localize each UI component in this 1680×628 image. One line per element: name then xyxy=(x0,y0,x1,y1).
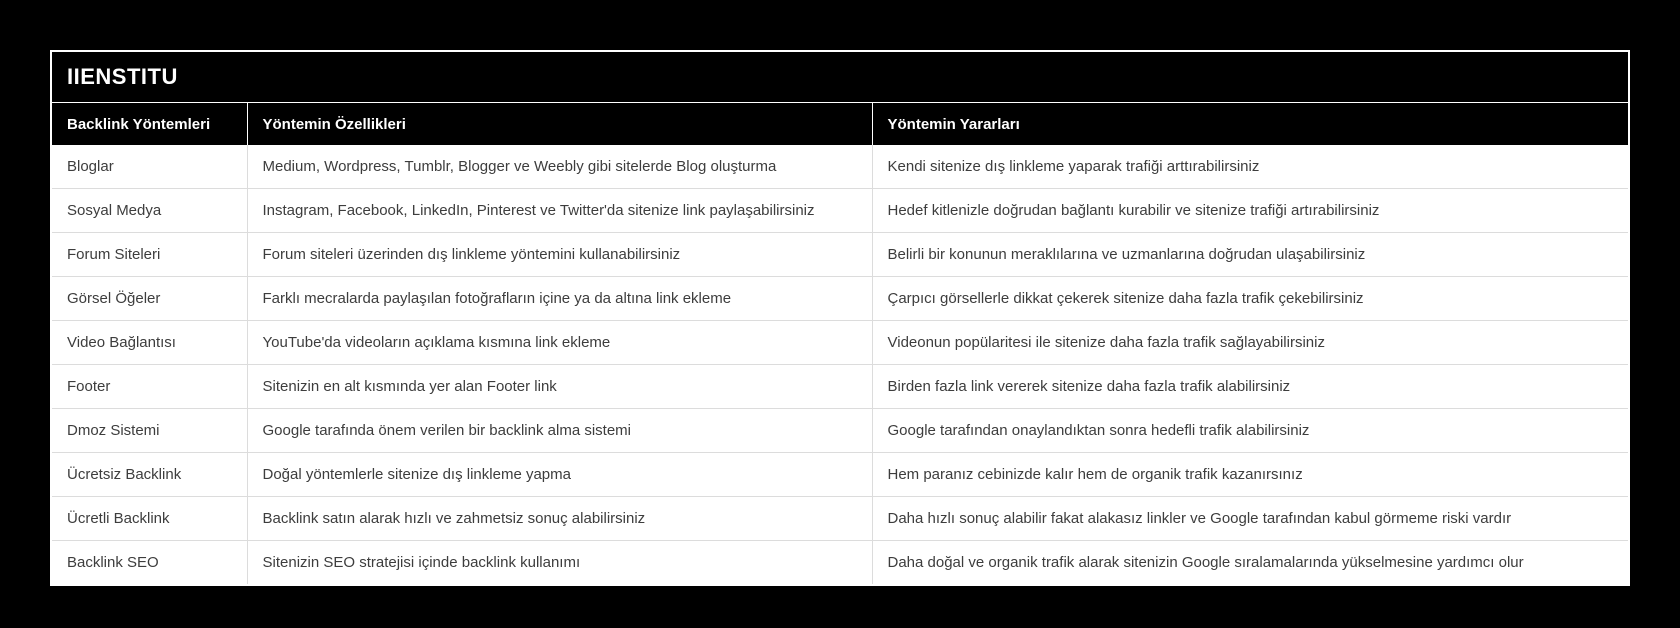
cell-benefits: Çarpıcı görsellerle dikkat çekerek sitenize daha fazla trafik çekebilirsiniz xyxy=(872,277,1628,321)
cell-method: Görsel Öğeler xyxy=(52,277,247,321)
cell-benefits: Hem paranız cebinizde kalır hem de organik trafik kazanırsınız xyxy=(872,453,1628,497)
table-row xyxy=(52,409,1628,453)
cell-benefits: Hedef kitlenizle doğrudan bağlantı kurabilir ve sitenize trafiği artırabilirsiniz xyxy=(872,189,1628,233)
cell-method: Video Bağlantısı xyxy=(52,321,247,365)
cell-features: Google tarafında önem verilen bir backlink alma sistemi xyxy=(247,409,872,453)
table-row xyxy=(52,189,1628,233)
cell-benefits: Daha doğal ve organik trafik alarak sitenizin Google sıralamalarında yükselmesine yardımcı olur xyxy=(872,541,1628,585)
cell-features: Doğal yöntemlerle sitenize dış linkleme yapma xyxy=(247,453,872,497)
header-row xyxy=(52,103,1628,145)
cell-features: Backlink satın alarak hızlı ve zahmetsiz sonuç alabilirsiniz xyxy=(247,497,872,541)
cell-method: Backlink SEO xyxy=(52,541,247,585)
table-row xyxy=(52,497,1628,541)
table-header xyxy=(52,103,1628,145)
cell-method: Ücretli Backlink xyxy=(52,497,247,541)
cell-features: Farklı mecralarda paylaşılan fotoğrafların içine ya da altına link ekleme xyxy=(247,277,872,321)
cell-features: YouTube'da videoların açıklama kısmına link ekleme xyxy=(247,321,872,365)
cell-benefits: Google tarafından onaylandıktan sonra hedefli trafik alabilirsiniz xyxy=(872,409,1628,453)
backlink-table xyxy=(52,103,1628,584)
table-row xyxy=(52,453,1628,497)
cell-method: Sosyal Medya xyxy=(52,189,247,233)
column-header-yontemin-ozellikleri: Yöntemin Özellikleri xyxy=(247,103,872,145)
cell-method: Dmoz Sistemi xyxy=(52,409,247,453)
cell-features: Forum siteleri üzerinden dış linkleme yöntemini kullanabilirsiniz xyxy=(247,233,872,277)
cell-benefits: Belirli bir konunun meraklılarına ve uzmanlarına doğrudan ulaşabilirsiniz xyxy=(872,233,1628,277)
cell-method: Footer xyxy=(52,365,247,409)
table-row xyxy=(52,145,1628,189)
cell-benefits: Daha hızlı sonuç alabilir fakat alakasız linkler ve Google tarafından kabul görmeme riski vardır xyxy=(872,497,1628,541)
cell-method: Bloglar xyxy=(52,145,247,189)
table-row xyxy=(52,233,1628,277)
table-row xyxy=(52,541,1628,585)
cell-method: Forum Siteleri xyxy=(52,233,247,277)
cell-method: Ücretsiz Backlink xyxy=(52,453,247,497)
brand-title: IIENSTITU xyxy=(52,52,1628,103)
table-row xyxy=(52,277,1628,321)
cell-features: Sitenizin en alt kısmında yer alan Footer link xyxy=(247,365,872,409)
table-row xyxy=(52,321,1628,365)
cell-features: Sitenizin SEO stratejisi içinde backlink kullanımı xyxy=(247,541,872,585)
column-header-backlink-yontemleri: Backlink Yöntemleri xyxy=(52,103,247,145)
table-body xyxy=(52,145,1628,584)
cell-features: Medium, Wordpress, Tumblr, Blogger ve Weebly gibi sitelerde Blog oluşturma xyxy=(247,145,872,189)
cell-benefits: Birden fazla link vererek sitenize daha fazla trafik alabilirsiniz xyxy=(872,365,1628,409)
cell-features: Instagram, Facebook, LinkedIn, Pinterest ve Twitter'da sitenize link paylaşabilirsiniz xyxy=(247,189,872,233)
cell-benefits: Kendi sitenize dış linkleme yaparak trafiği arttırabilirsiniz xyxy=(872,145,1628,189)
cell-benefits: Videonun popülaritesi ile sitenize daha fazla trafik sağlayabilirsiniz xyxy=(872,321,1628,365)
table-row xyxy=(52,365,1628,409)
column-header-yontemin-yararlari: Yöntemin Yararları xyxy=(872,103,1628,145)
table-card xyxy=(50,50,1630,586)
